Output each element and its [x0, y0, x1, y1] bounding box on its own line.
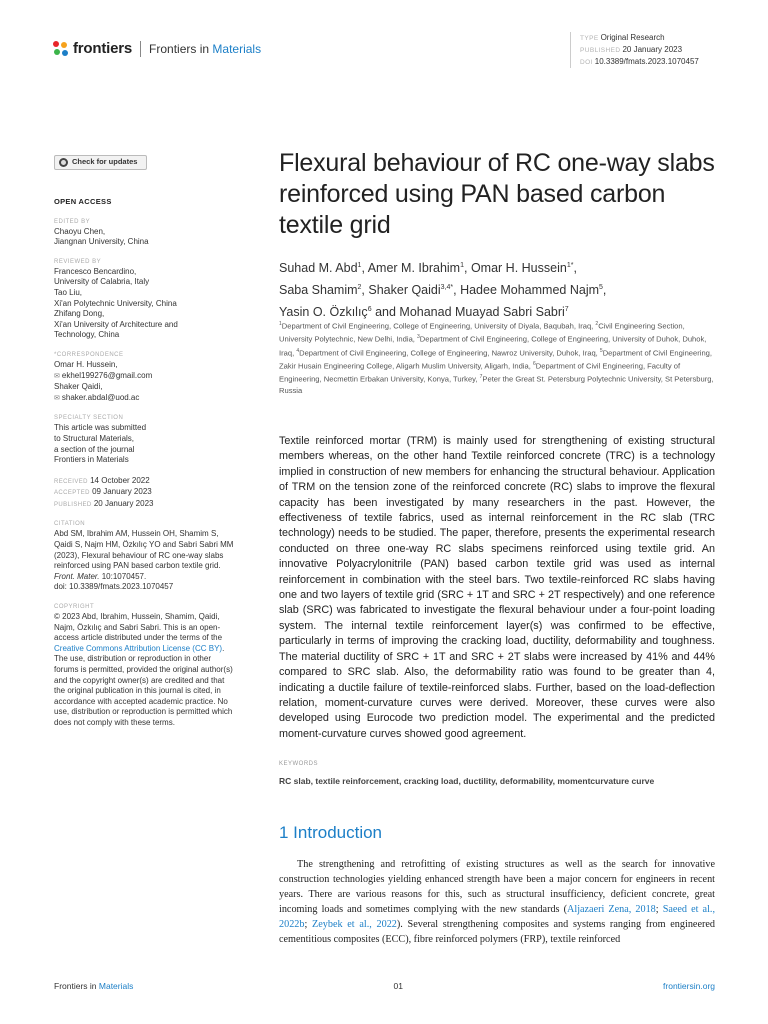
logo-dot-orange — [61, 42, 67, 48]
author[interactable]: Shaker Qaidi$^{3,4*}$ — [368, 283, 454, 298]
copyright-label: COPYRIGHT — [54, 604, 95, 611]
abstract: Textile reinforced mortar (TRM) is mainly used for strengthening of existing structural members whereas, on the other hand Textile reinforced concrete (TRC) is a technology implied in construction of new members for enhancing the structural behaviour. Application of TRM on the tension zone of the reinforced concrete (RC) slabs to improve the flexural capacity has been investigated by many researchers in the past. However, the effectiveness of textile fabrics, used as internal reinforcement in the RC slab (TRC technology) needs to be studied. The paper, therefore, presents the experimental research conducted on three one-way RC slabs specimens reinforced using textile grid. An innovative Polyacrylonitrile (PAN) based carbon textile grid was used as internal reinforcement in combination with the steel bars. Two textile-reinforced RC slabs having one and two layers of textile grid (SRC + 1T and SRC + 2T respectively) and one reference slab (SRC) was fabricated to investigate the flexural behaviour under a four-point loading system. The internal textile reinforcement layer(s) was confirmed to be effective, particularly in terms of improving the cracking load, ductility, deformability and toughness. The material ductility of SRC + 1T and SRC + 2T slabs were increased by 41% and 44% compared to SRC slab. Also, the deformability ratio was found to be greater than 4, indicating a ductile failure of textile-reinforced slabs. Further, based on the load-deflection relation, moment-curvature curves were derived. Moreover, these curves were also developed using Eurocode two prediction model. The experimental and the predicted moment-curvature curves showed good agreement. — [279, 435, 715, 740]
citation-label: CITATION — [54, 521, 86, 528]
citation-link[interactable]: Zeybek et al., 2022 — [312, 918, 397, 930]
author[interactable]: Yasin O. Özkılıç$^6$ — [279, 305, 372, 320]
frontiers-logo-icon — [53, 41, 69, 57]
email-link-2[interactable]: ✉ shaker.abdal@uod.ac — [54, 393, 234, 405]
page-number: 01 — [393, 981, 403, 991]
correspondence-label: *CORRESPONDENCE — [54, 351, 124, 358]
specialty-label: SPECIALTY SECTION — [54, 415, 124, 422]
cc-by-license-link[interactable]: Creative Commons Attribution License (CC BY) — [54, 643, 223, 653]
journal-name[interactable]: Frontiers in Materials — [149, 41, 262, 56]
email-link-1[interactable]: ✉ ekhel199276@gmail.com — [54, 371, 234, 383]
article-meta — [570, 32, 699, 68]
edited-by-label: EDITED BY — [54, 218, 91, 225]
author[interactable]: Suhad M. Abd$^1$ — [279, 261, 362, 276]
citation-link[interactable]: Saeed et al., 2022b — [279, 903, 715, 930]
author[interactable]: Mohanad Muayad Sabri Sabri$^7$ — [399, 305, 569, 320]
author[interactable]: Amer M. Ibrahim$^1$ — [367, 261, 464, 276]
author[interactable]: Saba Shamim$^2$ — [279, 283, 362, 298]
keywords: RC slab, textile reinforcement, cracking load, ductility, deformability, momentcurvature curve — [279, 776, 655, 786]
meta-doi[interactable]: DOI 10.3389/fmats.2023.1070457 — [580, 57, 699, 66]
section-heading: 1 Introduction — [279, 823, 383, 842]
header-divider — [140, 41, 141, 57]
intro-paragraph: The strengthening and retrofitting of existing structures as well as the search for innovative construction technologies yielding enhanced strength have been a major concern for engineers in recent years. There are various reasons for this, such as structural insufficiency, deficient concrete, great incoming loads and sometimes complying with the new standards (Aljazaeri Zena, 2018; Saeed et al., 2022b; Zeybek et al., 2022). Several strengthening composites and systems ranging from engineered cementitious composites (ECC), fibre reinforced polymers (FRP), textile reinforced — [279, 859, 715, 945]
edited-by: Chaoyu Chen, Jiangnan University, China — [54, 226, 149, 247]
brand-name: frontiers — [73, 40, 133, 57]
update-icon — [59, 158, 68, 167]
footer-journal[interactable]: Frontiers in Materials — [54, 981, 134, 991]
citation-link[interactable]: Aljazaeri Zena, 2018 — [567, 903, 656, 915]
check-for-updates-button[interactable]: Check for updates — [54, 155, 147, 170]
correspondence: Omar H. Hussein, ✉ ekhel199276@gmail.com Shaker Qaidi, ✉ shaker.abdal@uod.ac — [54, 360, 234, 404]
logo-dot-blue — [62, 50, 68, 56]
affiliations: $^1$Department of Civil Engineering, College of Engineering, University of Diyala, Baqubah, Iraq, $^2$Civil Engineering Section, University Polytechnic, New Delhi, India, $^3$Department of Civil Engineering, College of Engineering, University of Duhok, Duhok, Iraq, $^4$Department of Civil Engineering, College of Engineering, Nawroz University, Duhok, Iraq, $^5$Department of Civil Engineering, Zakir Husain Engineering College, Aligarh Muslim University, Aligarh, India, $^6$Department of Civil Engineering, Faculty of Engineering, Necmettin Erbakan University, Konya, Turkey, $^7$Peter the Great St. Petersburg Polytechnic University, St Petersburg, Russia — [279, 321, 714, 395]
article-dates: RECEIVED 14 October 2022 ACCEPTED 09 January 2023 PUBLISHED 20 January 2023 — [54, 475, 154, 508]
reviewed-by: Francesco Bencardino, University of Calabria, Italy Tao Liu, Xi'an Polytechnic University, China Zhifang Dong, Xi'an University of Architecture and Technology, China — [54, 266, 178, 340]
keywords-label: KEYWORDS — [279, 761, 319, 767]
author[interactable]: Hadee Mohammed Najm$^5$ — [460, 283, 603, 298]
logo-dot-red — [53, 41, 59, 47]
meta-type: TYPE Original Research — [580, 33, 665, 42]
specialty-section: This article was submitted to Structural Materials, a section of the journal Frontiers in Materials — [54, 423, 147, 465]
article-title: Flexural behaviour of RC one-way slabs reinforced using PAN based carbon textile grid — [279, 149, 715, 239]
copyright: © 2023 Abd, Ibrahim, Hussein, Shamim, Qaidi, Najm, Özkılıç and Sabri Sabri. This is an open-access article distributed under the terms of the Creative Commons Attribution License (CC BY). The use, distribution or reproduction in other forums is permitted, provided the original author(s) and the copyright owner(s) are credited and that the original publication in this journal is cited, in accordance with accepted academic practice. No use, distribution or reproduction is permitted which does not comply with these terms. — [54, 612, 233, 727]
open-access-label: OPEN ACCESS — [54, 197, 112, 206]
citation: Abd SM, Ibrahim AM, Hussein OH, Shamim S, Qaidi S, Najm HM, Özkılıç YO and Sabri Sabri MM (2023), Flexural behaviour of RC one-way slabs reinforced using PAN based carbon textile grid. Front. Mater. 10:1070457. doi: 10.3389/fmats.2023.1070457 — [54, 529, 234, 592]
frontiers-logo[interactable] — [53, 40, 261, 57]
author-list: Suhad M. Abd$^1$, Amer M. Ibrahim$^1$, Omar H. Hussein$^{1*}$, Saba Shamim$^2$, Shaker Qaidi$^{3,4*}$, Hadee Mohammed Najm$^5$, Yasin O. Özkılıç$^6$ and Mohanad Muayad Sabri Sabri$^7$ — [279, 261, 607, 320]
page-footer — [54, 981, 715, 991]
meta-published: PUBLISHED 20 January 2023 — [580, 45, 683, 54]
author[interactable]: Omar H. Hussein$^{1*}$ — [470, 261, 574, 276]
footer-site-link[interactable]: frontiersin.org — [663, 981, 715, 991]
citation-doi[interactable]: doi: 10.3389/fmats.2023.1070457 — [54, 582, 174, 592]
sidebar — [54, 155, 234, 729]
reviewed-by-label: REVIEWED BY — [54, 258, 102, 265]
logo-dot-green — [54, 49, 60, 55]
